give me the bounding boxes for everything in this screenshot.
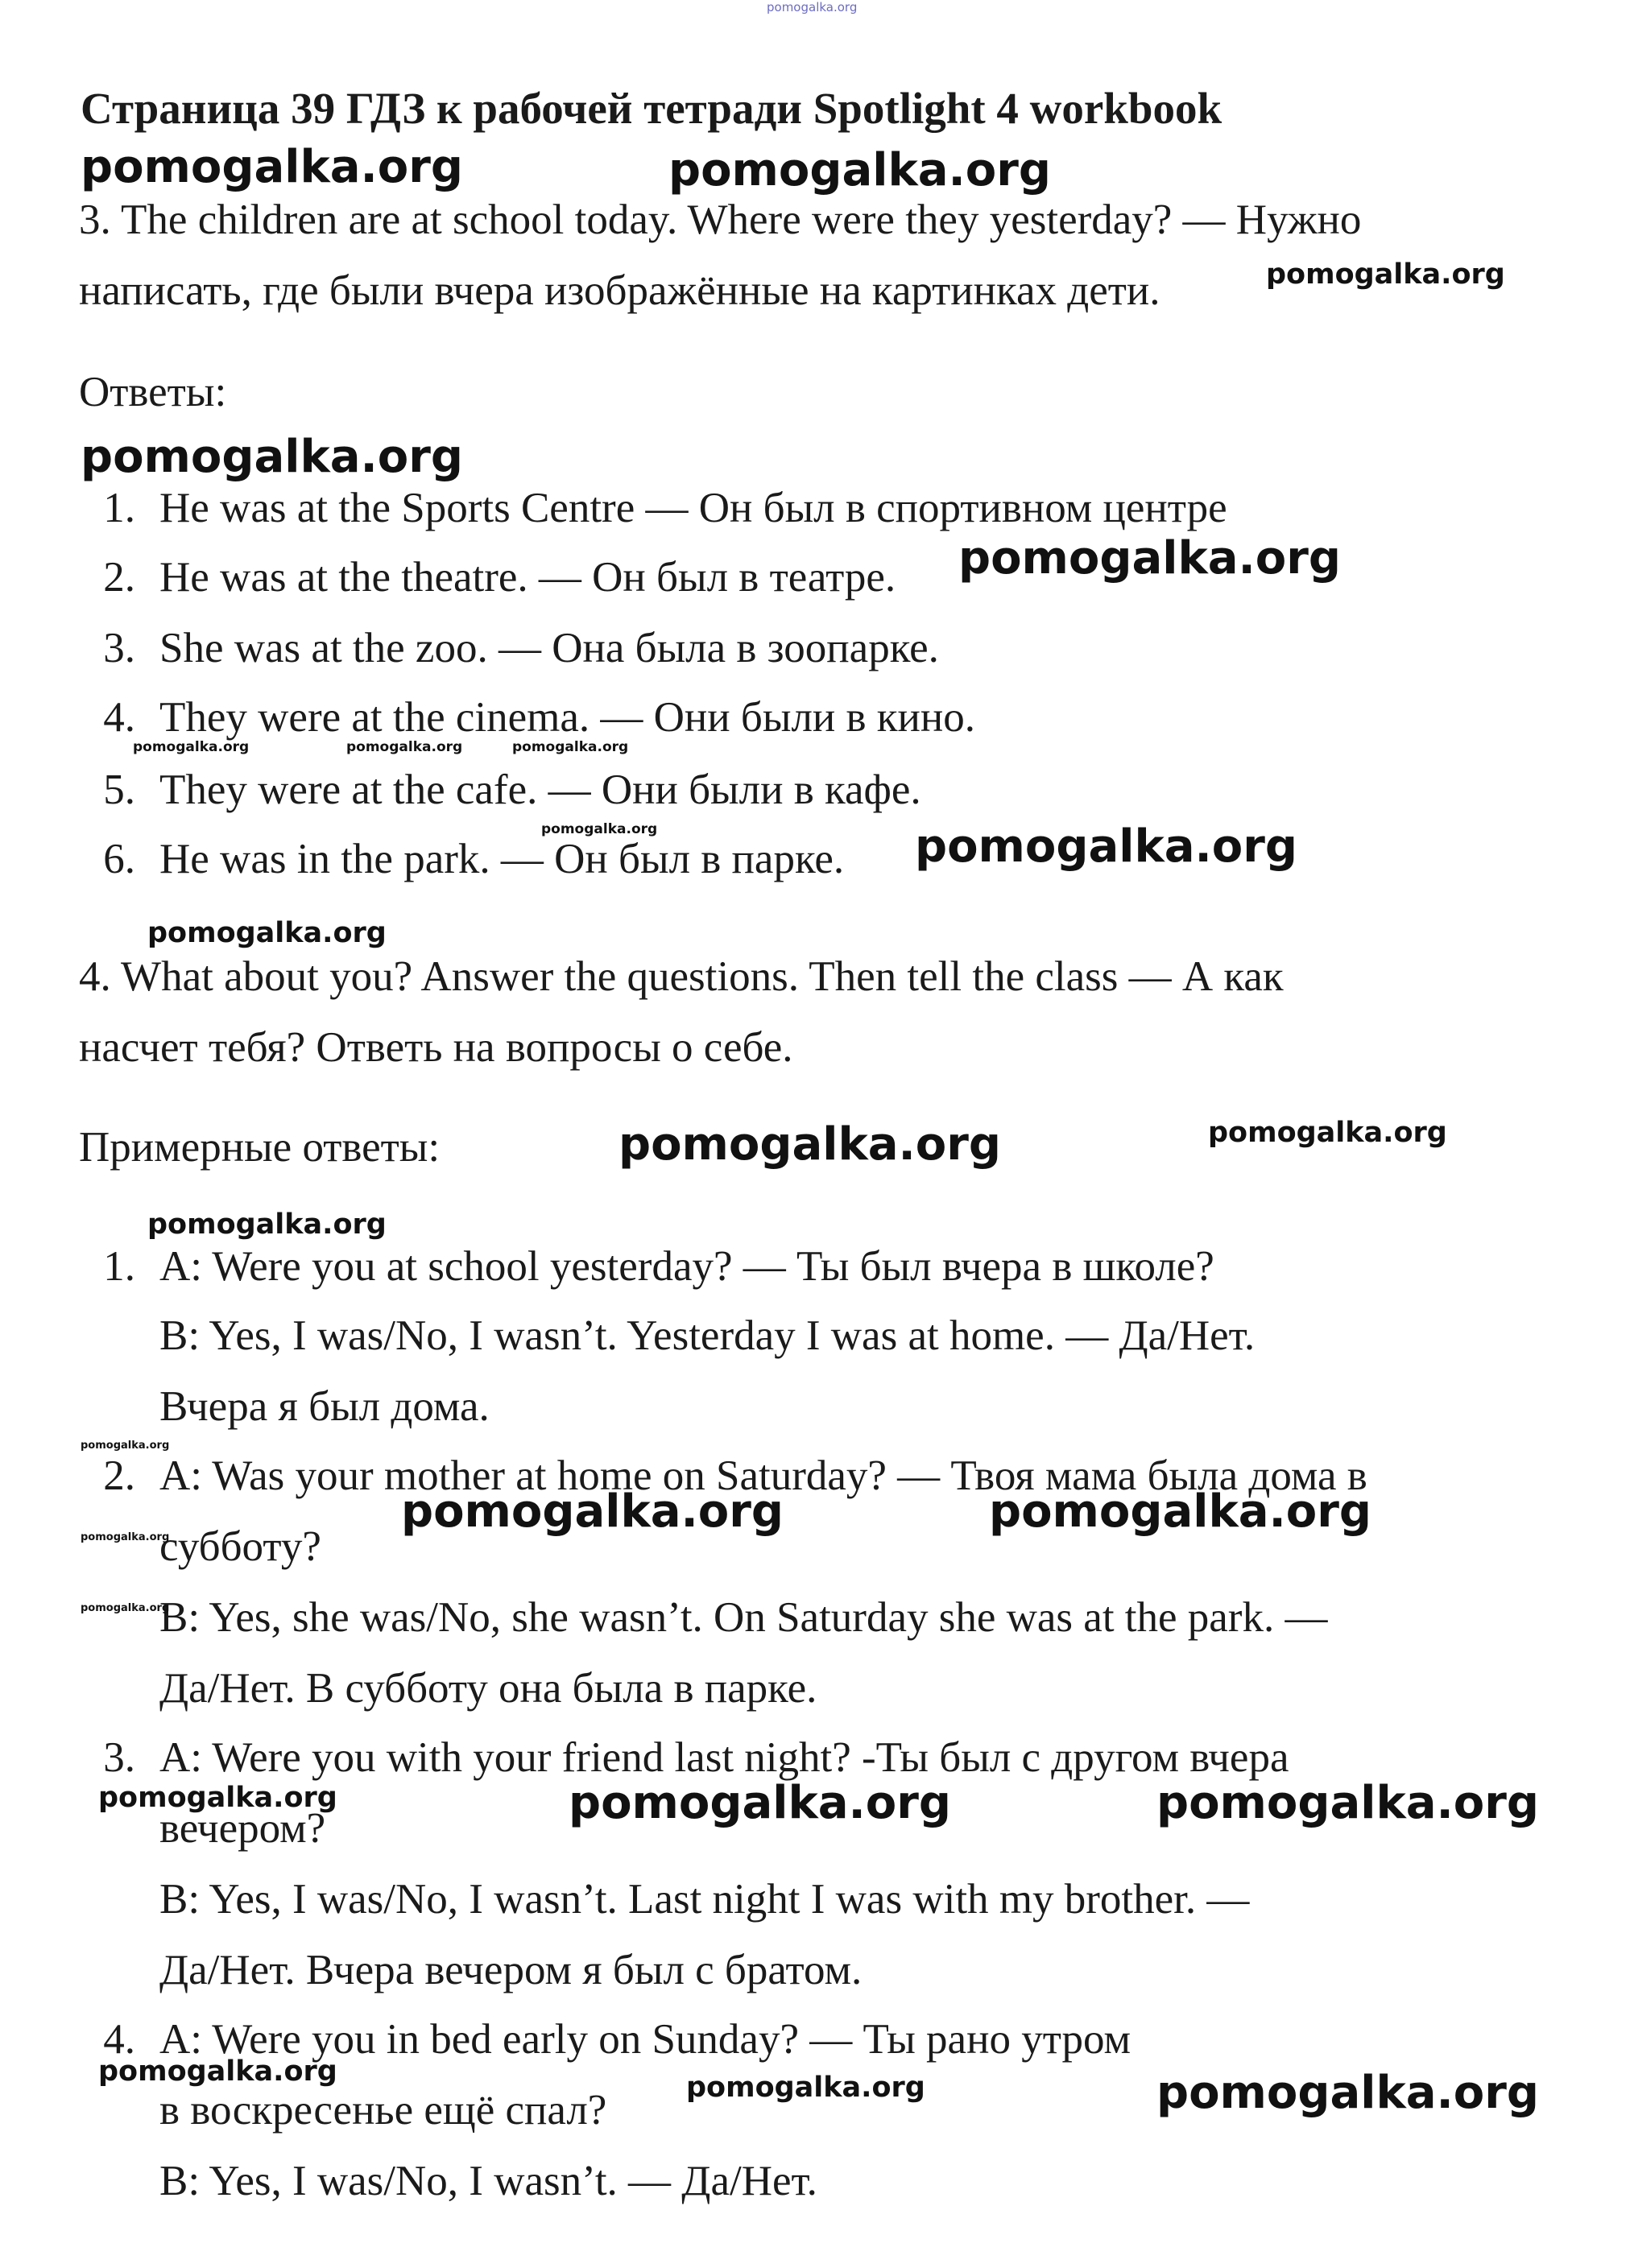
exercise4-intro-line2: насчет тебя? Ответь на вопросы о себе.	[79, 1024, 793, 1071]
watermark: pomogalka.org	[915, 820, 1297, 873]
list-item-line: A: Was your mother at home on Saturday? — Твоя мама была дома в	[159, 1452, 1367, 1499]
watermark: pomogalka.org	[98, 1782, 337, 1814]
watermark: pomogalka.org	[81, 431, 463, 483]
list-item-text: He was at the theatre. — Он был в театре.	[159, 554, 896, 601]
exercise3-intro-line1: 3. The children are at school today. Where were they yesterday? — Нужно	[79, 196, 1362, 243]
watermark: pomogalka.org	[1156, 2067, 1539, 2119]
watermark: pomogalka.org	[133, 739, 250, 755]
list-item-text: They were at the cinema. — Они были в кино.	[159, 694, 976, 741]
watermark: pomogalka.org	[618, 1118, 1001, 1171]
watermark: pomogalka.org	[1266, 258, 1505, 291]
list-item-text: She was at the zoo. — Она была в зоопарке.	[159, 625, 939, 671]
watermark: pomogalka.org	[958, 532, 1341, 585]
watermark: pomogalka.org	[1208, 1117, 1447, 1149]
list-item-number: 2.	[103, 554, 135, 601]
list-item-number: 1.	[103, 485, 135, 531]
watermark: pomogalka.org	[81, 1531, 170, 1543]
watermark: pomogalka.org	[541, 821, 658, 837]
watermark: pomogalka.org	[668, 144, 1051, 196]
watermark: pomogalka.org	[81, 141, 463, 193]
list-item-number: 6.	[103, 836, 135, 882]
list-item-line: субботу?	[159, 1523, 321, 1570]
list-item-line: B: Yes, she was/No, she wasn’t. On Saturday she was at the park. —	[159, 1594, 1328, 1641]
list-item-number: 4.	[103, 694, 135, 741]
list-item-number: 3.	[103, 1734, 135, 1781]
watermark: pomogalka.org	[98, 2055, 337, 2088]
list-item-line: B: Yes, I was/No, I wasn’t. — Да/Нет.	[159, 2158, 817, 2204]
list-item-line: в воскресенье ещё спал?	[159, 2087, 607, 2134]
watermark: pomogalka.org	[401, 1485, 784, 1538]
watermark: pomogalka.org	[512, 739, 629, 755]
list-item-number: 1.	[103, 1243, 135, 1290]
watermark: pomogalka.org	[569, 1777, 951, 1829]
watermark: pomogalka.org	[147, 917, 387, 949]
list-item-text: He was in the park. — Он был в парке.	[159, 836, 845, 882]
watermark: pomogalka.org	[1156, 1777, 1539, 1829]
list-item-line: Да/Нет. Вчера вечером я был с братом.	[159, 1947, 863, 1993]
list-item-line: вечером?	[159, 1805, 326, 1852]
list-item-line: A: Were you at school yesterday? — Ты был вчера в школе?	[159, 1243, 1214, 1290]
page-title: Страница 39 ГДЗ к рабочей тетради Spotlight 4 workbook	[81, 84, 1222, 133]
exercise4-answers-label: Примерные ответы:	[79, 1124, 441, 1171]
list-item-number: 3.	[103, 625, 135, 671]
list-item-line: A: Were you with your friend last night? -Ты был с другом вчера	[159, 1734, 1289, 1781]
list-item-number: 4.	[103, 2016, 135, 2063]
list-item-line: B: Yes, I was/No, I wasn’t. Last night I was with my brother. —	[159, 1876, 1250, 1923]
exercise4-intro-line1: 4. What about you? Answer the questions. Then tell the class — А как	[79, 953, 1284, 1000]
list-item-line: A: Were you in bed early on Sunday? — Ты рано утром	[159, 2016, 1131, 2063]
list-item-text: He was at the Sports Centre — Он был в спортивном центре	[159, 485, 1227, 531]
exercise3-answers-label: Ответы:	[79, 369, 227, 415]
watermark: pomogalka.org	[686, 2072, 925, 2104]
list-item-number: 2.	[103, 1452, 135, 1499]
exercise3-intro-line2: написать, где были вчера изображённые на картинках дети.	[79, 267, 1160, 314]
list-item-line: B: Yes, I was/No, I wasn’t. Yesterday I was at home. — Да/Нет.	[159, 1312, 1256, 1359]
watermark: pomogalka.org	[81, 1602, 170, 1614]
watermark-top: pomogalka.org	[767, 0, 858, 14]
watermark: pomogalka.org	[989, 1485, 1371, 1538]
watermark: pomogalka.org	[81, 1440, 170, 1452]
list-item-number: 5.	[103, 766, 135, 813]
list-item-line: Да/Нет. В субботу она была в парке.	[159, 1665, 817, 1712]
watermark: pomogalka.org	[147, 1208, 387, 1241]
list-item-line: Вчера я был дома.	[159, 1383, 490, 1430]
list-item-text: They were at the cafe. — Они были в кафе.	[159, 766, 921, 813]
watermark: pomogalka.org	[346, 739, 463, 755]
